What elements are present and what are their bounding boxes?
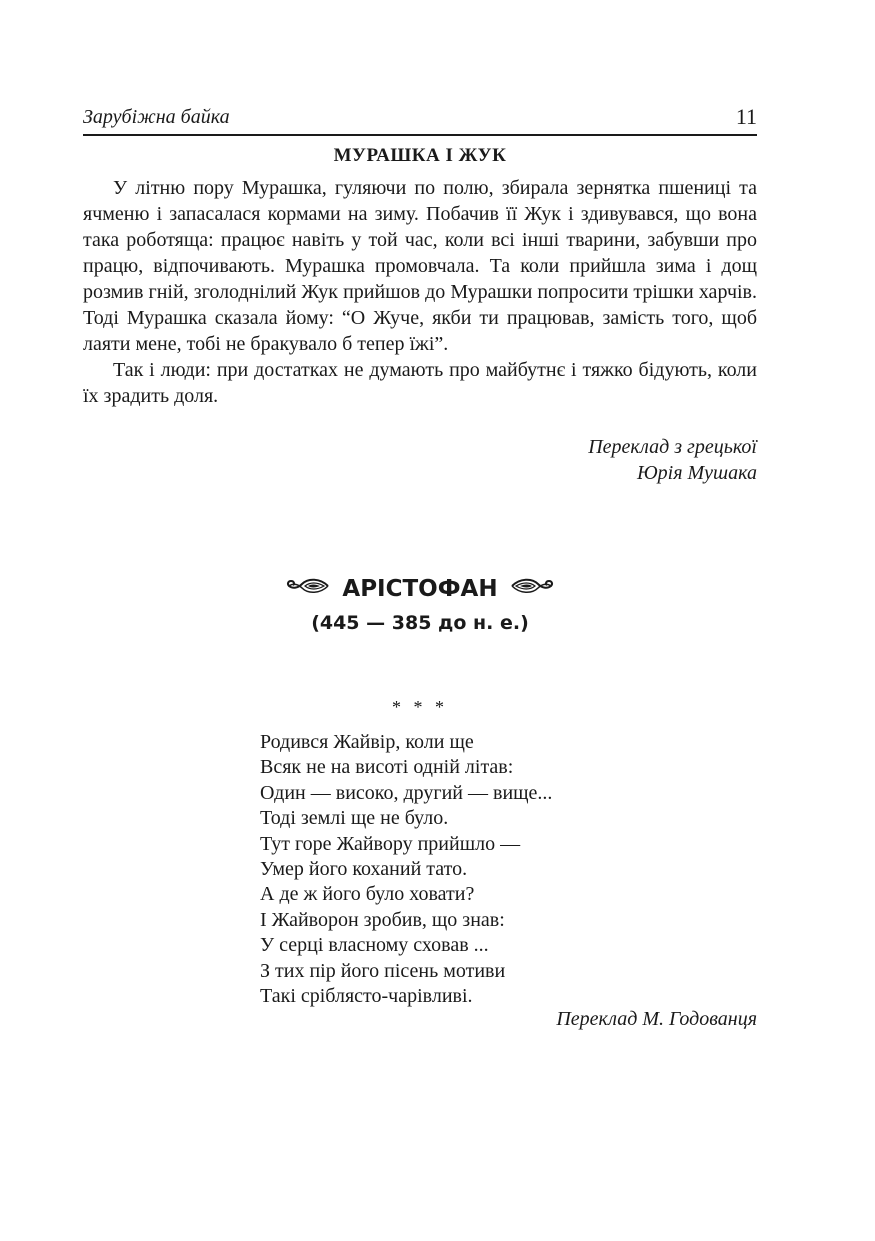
author-name: АРІСТОФАН [342, 576, 498, 602]
poem-separator: * * * [392, 697, 448, 717]
poem-line: Один — високо, другий — вище... [260, 781, 553, 804]
poem-line: Всяк не на висоті одній літав: [260, 756, 514, 779]
poem-translator-credit: Переклад М. Годованця [556, 1008, 757, 1030]
author-years: (445 — 385 до н. е.) [311, 612, 529, 634]
poem-line: Умер його коханий тато. [260, 858, 468, 881]
fable-translation-credit: Переклад з грецької [588, 436, 757, 458]
right-flourish-icon [510, 575, 556, 603]
author-heading [83, 575, 757, 603]
poem-line: З тих пір його пісень мотиви [260, 959, 506, 982]
fable-paragraph: У літню пору Мурашка, гуляючи по полю, збирала зернятка пшениці та ячменю і запасалася кормами на зиму. Побачив її Жук і здивувався, що вона така роботяща: працює навіть у той час, коли всі інші тварини, забувши про працю, відпочивають. Мурашка промовчала. Та коли прийшла зима і дощ розмив гній, зголоднілий Жук прийшов до Мурашки попросити трішки харчів. Тоді Мурашка сказала йому: “О Жуче, якби ти працював, замість того, щоб лаяти мене, тобі не бракувало б тепер їжі”. [83, 177, 757, 355]
poem-line: Тут горе Жайвору прийшло — [260, 832, 521, 855]
poem-line: А де ж його було ховати? [260, 883, 475, 906]
poem-line: Родився Жайвір, коли ще [260, 731, 474, 753]
page-number: 11 [735, 104, 757, 129]
poem-line: Тоді землі ще не було. [260, 807, 449, 830]
poem [260, 730, 552, 1009]
fable-text [83, 175, 757, 409]
running-head: Зарубіжна байка [83, 106, 230, 128]
left-flourish-icon [284, 575, 330, 603]
poem-line: І Жайворон зробив, що знав: [260, 908, 505, 931]
fable-paragraph: Так і люди: при достатках не думають про майбутнє і тяжко бідують, коли їх зрадить доля. [83, 359, 757, 407]
poem-line: У серці власному сховав ... [260, 934, 489, 957]
poem-line: Такі сріблясто-чарівливі. [260, 985, 473, 1008]
fable-title: МУРАШКА І ЖУК [333, 145, 507, 166]
page-header [83, 104, 757, 136]
fable-translator-name: Юрія Мушака [637, 462, 757, 484]
